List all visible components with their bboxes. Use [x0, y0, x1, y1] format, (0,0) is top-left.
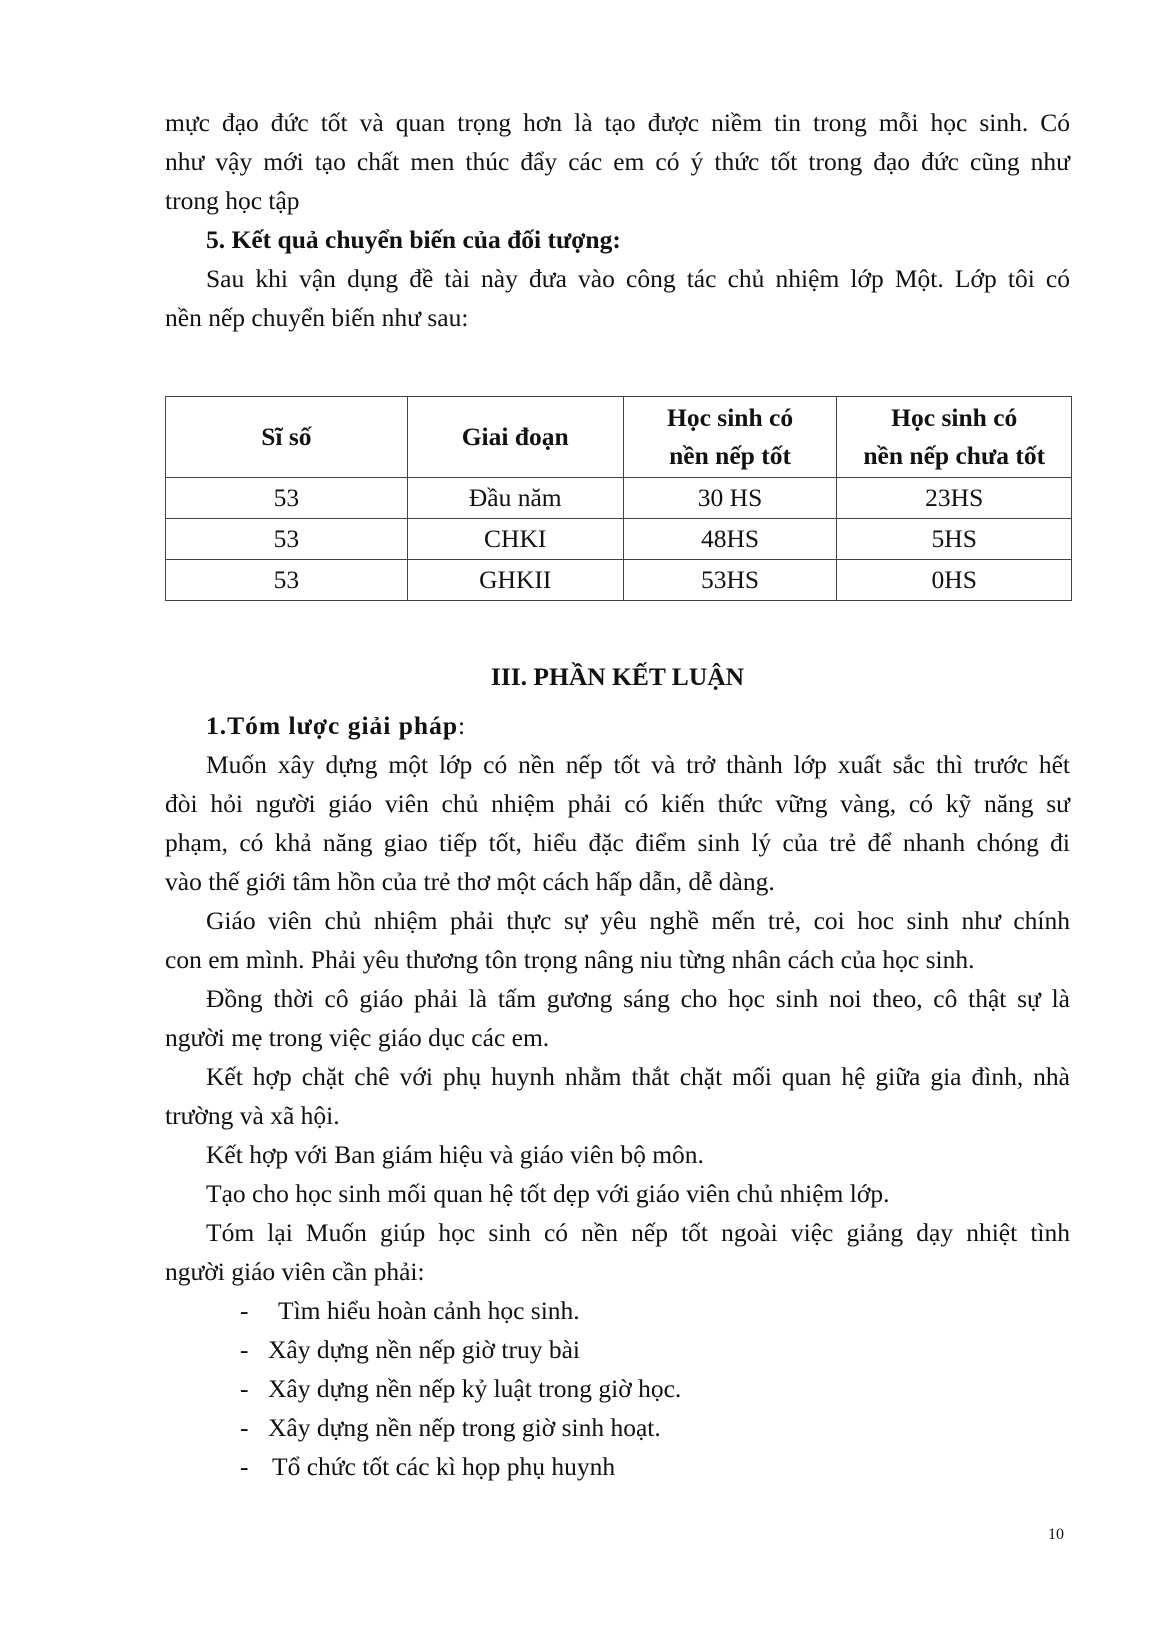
header-giai-doan: Giai đoạn	[407, 397, 623, 478]
subheading-colon: :	[458, 711, 467, 740]
table-cell: 53	[166, 478, 408, 519]
table-cell: CHKI	[407, 519, 623, 560]
page-number: 10	[1048, 1526, 1064, 1543]
bullet-dash: -	[240, 1296, 249, 1325]
table-row	[166, 519, 1072, 560]
paragraph-line: Giáo viên chủ nhiệm phải thực sự yêu nghề mến trẻ, coi hoc sinh như chính	[206, 906, 1070, 935]
paragraph-line: con em mình. Phải yêu thương tôn trọng nâng niu từng nhân cách của học sinh.	[165, 945, 975, 974]
table-cell: 48HS	[623, 519, 837, 560]
header-not-good	[837, 397, 1072, 478]
bullet-text: Tổ chức tốt các kì họp phụ huynh	[272, 1452, 616, 1481]
paragraph-line: phạm, có khả năng giao tiếp tốt, hiểu đặc điểm sinh lý của trẻ để nhanh chóng đi	[165, 828, 1070, 857]
paragraph-line: Muốn xây dựng một lớp có nền nếp tốt và trở thành lớp xuất sắc thì trước hết	[206, 750, 1070, 779]
table-cell: 53	[166, 560, 408, 601]
paragraph-line: Đồng thời cô giáo phải là tấm gương sáng cho học sinh noi theo, cô thật sự là	[206, 984, 1070, 1013]
header-good-line1: Học sinh có	[667, 403, 794, 432]
intro-line: trong học tập	[165, 186, 300, 215]
paragraph-line: người giáo viên cần phải:	[165, 1257, 425, 1286]
bullet-text: Xây dựng nền nếp trong giờ sinh hoạt.	[268, 1413, 661, 1442]
table-row	[166, 560, 1072, 601]
table-cell: 0HS	[837, 560, 1072, 601]
paragraph-line: Tóm lại Muốn giúp học sinh có nền nếp tốt ngoài việc giảng dạy nhiệt tình	[206, 1218, 1070, 1247]
header-not-good-line2: nền nếp chưa tốt	[863, 441, 1046, 470]
table-cell: GHKII	[407, 560, 623, 601]
section-5-paragraph: nền nếp chuyển biến như sau:	[165, 303, 469, 332]
paragraph-line: người mẹ trong việc giáo dục các em.	[165, 1023, 550, 1052]
bullet-text: Xây dựng nền nếp kỷ luật trong giờ học.	[268, 1374, 682, 1403]
conclusion-title: III. PHẦN KẾT LUẬN	[490, 662, 745, 691]
bullet-dash: -	[240, 1374, 249, 1403]
table-cell: 5HS	[837, 519, 1072, 560]
header-not-good-line1: Học sinh có	[891, 403, 1018, 432]
header-good	[623, 397, 837, 478]
intro-line: mực đạo đức tốt và quan trọng hơn là tạo được niềm tin trong mỗi học sinh. Có	[165, 108, 1070, 137]
intro-line: như vậy mới tạo chất men thúc đẩy các em có ý thức tốt trong đạo đức cũng như	[165, 147, 1070, 176]
table-cell: 23HS	[837, 478, 1072, 519]
bullet-dash: -	[240, 1413, 249, 1442]
table-cell: 53	[166, 519, 408, 560]
table-cell: 53HS	[623, 560, 837, 601]
table-cell: 30 HS	[623, 478, 837, 519]
paragraph-line: Kết hợp với Ban giám hiệu và giáo viên bộ môn.	[206, 1140, 704, 1169]
bullet-dash: -	[240, 1452, 249, 1481]
bullet-text: Xây dựng nền nếp giờ truy bài	[268, 1335, 580, 1364]
paragraph-line: Tạo cho học sinh mối quan hệ tốt dẹp với giáo viên chủ nhiệm lớp.	[206, 1179, 890, 1208]
table-row	[166, 478, 1072, 519]
section-5-paragraph: Sau khi vận dụng đề tài này đưa vào công tác chủ nhiệm lớp Một. Lớp tôi có	[206, 264, 1070, 293]
section-5-heading: 5. Kết quả chuyển biến của đối tượng:	[206, 225, 621, 254]
bullet-text: Tìm hiểu hoàn cảnh học sinh.	[278, 1296, 580, 1325]
paragraph-line: vào thế giới tâm hồn của trẻ thơ một cách hấp dẫn, dễ dàng.	[165, 867, 775, 896]
header-si-so: Sĩ số	[166, 397, 408, 478]
results-table	[165, 396, 1072, 601]
table-cell: Đầu năm	[407, 478, 623, 519]
paragraph-line: đòi hỏi người giáo viên chủ nhiệm phải có kiến thức vững vàng, có kỹ năng sư	[165, 789, 1070, 818]
conclusion-subheading	[206, 706, 1070, 746]
bullet-dash: -	[240, 1335, 249, 1364]
paragraph-line: trường và xã hội.	[165, 1101, 340, 1130]
subheading-text: 1.Tóm lược giải pháp	[206, 711, 459, 740]
header-good-line2: nền nếp tốt	[669, 441, 791, 470]
table-header-row	[166, 397, 1072, 478]
paragraph-line: Kết hợp chặt chê với phụ huynh nhằm thắt chặt mối quan hệ giữa gia đình, nhà	[206, 1062, 1070, 1091]
